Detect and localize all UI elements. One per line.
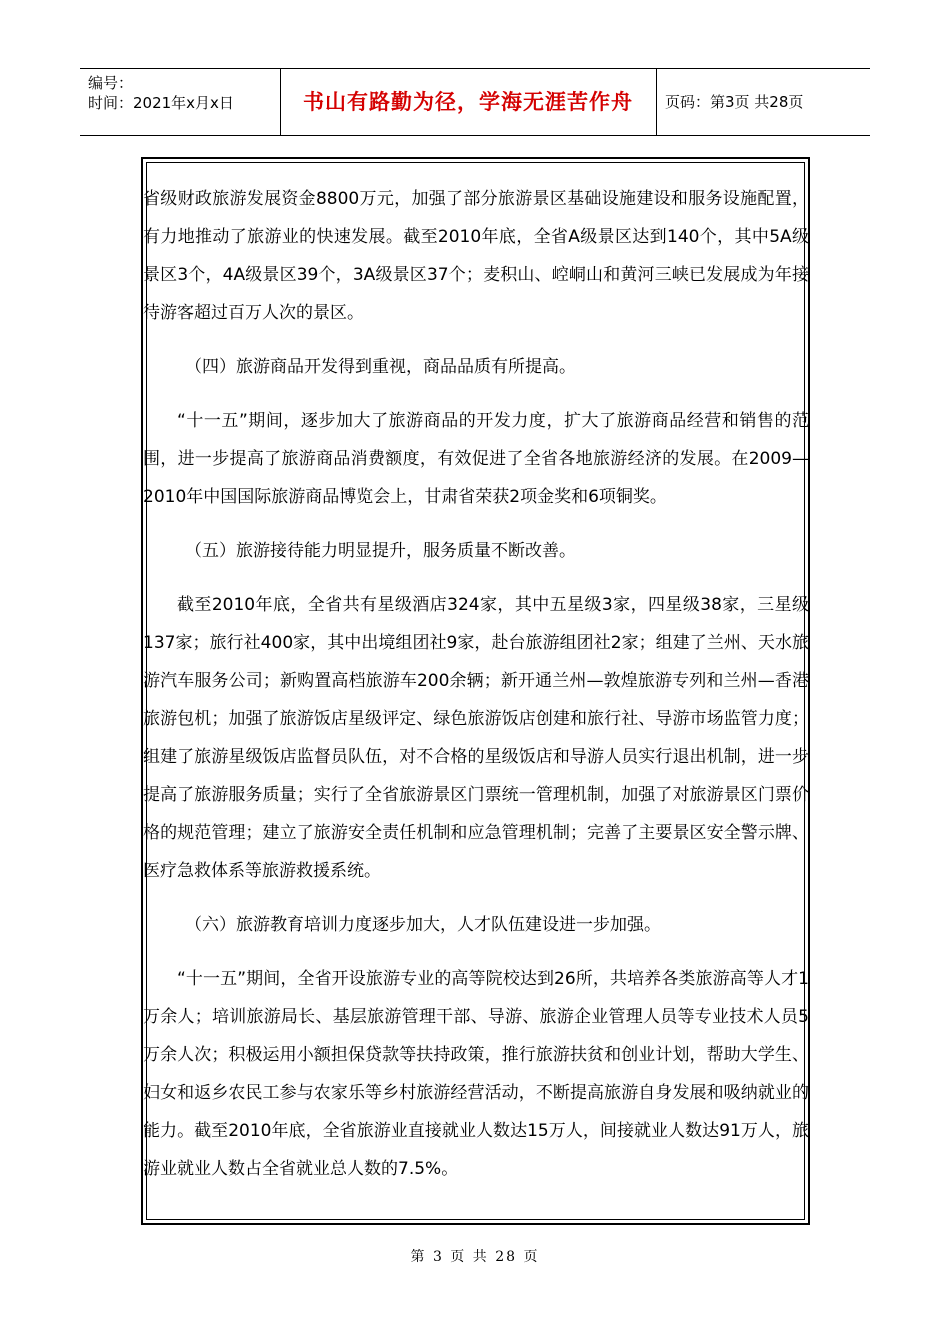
header-divider [656,69,657,135]
document-date: 时间：2021年x月x日 [88,94,234,112]
header-page-info: 页码：第3页 共28页 [665,93,804,111]
section-heading: （四）旅游商品开发得到重视，商品品质有所提高。 [185,357,576,377]
body-paragraph: “十一五”期间，逐步加大了旅游商品的开发力度，扩大了旅游商品经营和销售的范围，进一步提高了旅游商品消费额度，有效促进了全省各地旅游经济的发展。在2009—2010年中国国际旅游商品博览会上，甘肃省荣获2项金奖和6项铜奖。 [143,411,809,507]
body-paragraph: “十一五”期间，全省开设旅游专业的高等院校达到26所，共培养各类旅游高等人才1万余人；培训旅游局长、基层旅游管理干部、导游、旅游企业管理人员等专业技术人员5万余人次；积极运用小额担保贷款等扶持政策，推行旅游扶贫和创业计划，帮助大学生、妇女和返乡农民工参与农家乐等乡村旅游经营活动，不断提高旅游自身发展和吸纳就业的能力。截至2010年底，全省旅游业直接就业人数达15万人，间接就业人数达91万人，旅游业就业人数占全省就业总人数的7.5%。 [143,969,809,1179]
page-header [80,68,870,136]
section-heading: （五）旅游接待能力明显提升，服务质量不断改善。 [185,541,576,561]
page-footer: 第 3 页 共 28 页 [410,1249,540,1265]
document-body [143,180,809,1204]
section-heading: （六）旅游教育培训力度逐步加大，人才队伍建设进一步加强。 [185,915,661,935]
body-paragraph: 省级财政旅游发展资金8800万元，加强了部分旅游景区基础设施建设和服务设施配置，有力地推动了旅游业的快速发展。截至2010年底，全省A级景区达到140个，其中5A级景区3个，4A级景区39个，3A级景区37个；麦积山、崆峒山和黄河三峡已发展成为年接待游客超过百万人次的景区。 [143,189,809,323]
document-number-label: 编号： [88,74,134,92]
header-meta [88,73,278,113]
header-motto: 书山有路勤为径，学海无涯苦作舟 [303,90,633,114]
body-paragraph: 截至2010年底，全省共有星级酒店324家，其中五星级3家，四星级38家，三星级137家；旅行社400家，其中出境组团社9家，赴台旅游组团社2家；组建了兰州、天水旅游汽车服务公司；新购置高档旅游车200余辆；新开通兰州—敦煌旅游专列和兰州—香港旅游包机；加强了旅游饭店星级评定、绿色旅游饭店创建和旅行社、导游市场监管力度；组建了旅游星级饭店监督员队伍，对不合格的星级饭店和导游人员实行退出机制，进一步提高了旅游服务质量；实行了全省旅游景区门票统一管理机制，加强了对旅游景区门票价格的规范管理；建立了旅游安全责任机制和应急管理机制；完善了主要景区安全警示牌、医疗急救体系等旅游救援系统。 [143,595,809,881]
